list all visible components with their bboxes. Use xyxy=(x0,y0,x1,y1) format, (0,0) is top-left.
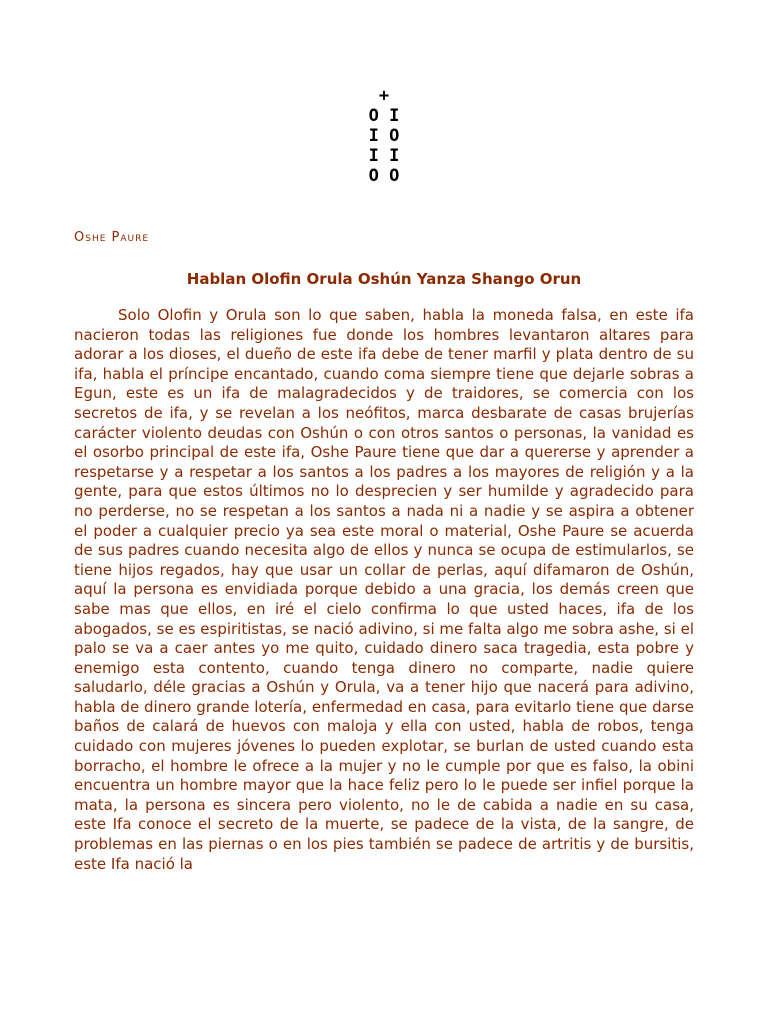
odu-sign-line: I O xyxy=(368,126,400,146)
odu-sign-line: O I xyxy=(368,106,400,126)
page-heading: Hablan Olofin Orula Oshún Yanza Shango Orun xyxy=(186,270,582,288)
section-name: Oshe Paure xyxy=(74,230,150,245)
body-paragraph: Solo Olofin y Orula son lo que saben, habla la moneda falsa, en este ifa nacieron todas las religiones fue donde los hombres levantaron altares para adorar a los dioses, el dueño de este ifa debe de tener marfil y plata dentro de su ifa, habla el príncipe encantado, cuando coma siempre tiene que dejarle sobras a Egun, este es un ifa de malagradecidos y de traidores, se comercia con los secretos de ifa, y se revelan a los neófitos, marca desbarate de casas brujerías carácter violento deudas con Oshún o con otros santos o personas, la vanidad es el osorbo principal de este ifa, Oshe Paure tiene que dar a quererse y aprender a respetarse y a respetar a los santos a los padres a los mayores de religión y a la gente, para que estos últimos no lo desprecien y ser humilde y agradecido para no perderse, no se respetan a los santos a nada ni a nadie y se aspira a obtener el poder a cualquier precio ya sea este moral o material, Oshe Paure se acuerda de sus padres cuando necesita algo de ellos y nunca se ocupa de estimularlos, se tiene hijos regados, hay que usar un collar de perlas, aquí difamaron de Oshún, aquí la persona es envidiada porque debido a una gracia, los demás creen que sabe mas que ellos, en iré el cielo confirma lo que usted haces, ifa de los abogados, se es espiritistas, se nació adivino, si me falta algo me sobra ashe, si el palo se va a caer antes yo me quito, cuidado dinero saca tragedia, esta pobre y enemigo esta contento, cuando tenga dinero no comparte, nadie quiere saludarlo, déle gracias a Oshún y Orula, va a tener hijo que nacerá para adivino, habla de dinero grande lotería, enfermedad en casa, para evitarlo tiene que darse baños de calará de huevos con maloja y ella con usted, habla de robos, tenga cuidado con mujeres jóvenes lo pueden explotar, se burlan de usted cuando esta borracho, el hombre le ofrece a la mujer y no le cumple por que es falso, la obini encuentra un hombre mayor que la hace feliz pero lo le puede ser infiel porque la mata, la persona es sincera pero violento, no le de cabida a nadie en su casa, este Ifa conoce el secreto de la muerte, se padece de la vista, de la sangre, de problemas en las piernas o en los pies también se padece de artritis y de bursitis, este Ifa nació la xyxy=(74,306,694,873)
odu-sign xyxy=(0,86,768,186)
odu-sign-line: O O xyxy=(368,166,400,186)
odu-sign-line: I I xyxy=(368,146,400,166)
odu-sign-line: + xyxy=(378,86,390,106)
